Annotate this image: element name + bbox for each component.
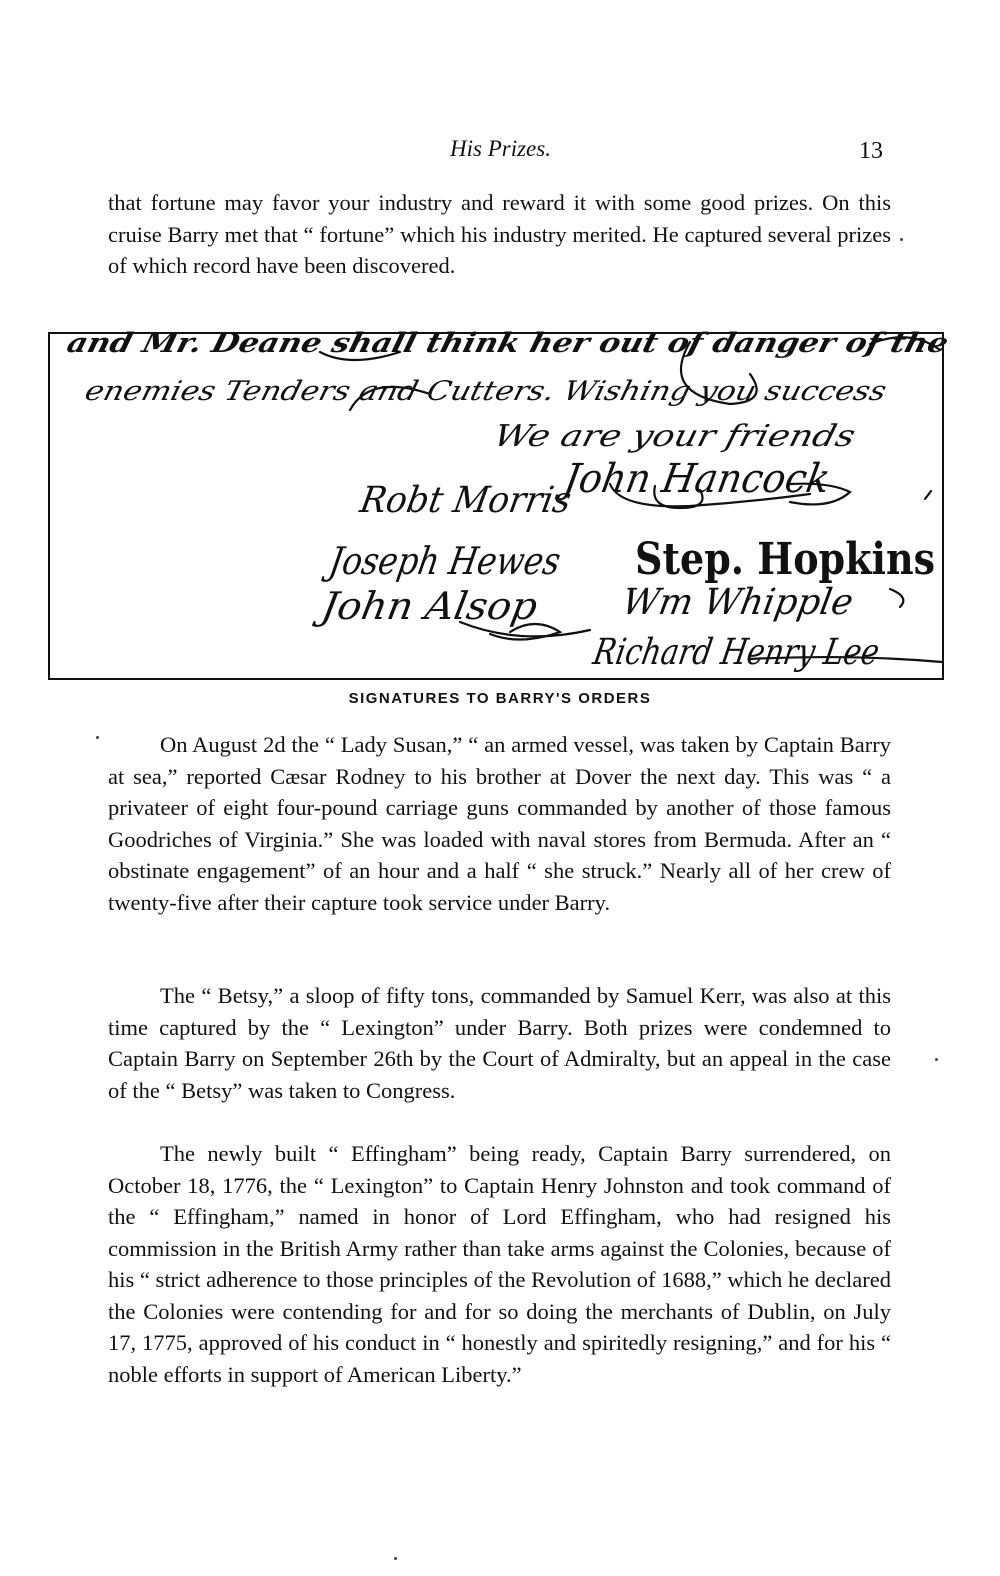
- running-head: [108, 136, 893, 170]
- signature-john-hancock: John Hancock: [560, 455, 851, 502]
- manuscript-line-1: and Mr. Deane shall think her out of danger of the: [63, 327, 837, 359]
- signature-richard-henry-lee: Richard Henry Lee: [590, 630, 945, 673]
- paper-speck: [394, 1557, 397, 1560]
- signature-step-hopkins: Step. Hopkins: [635, 534, 935, 585]
- running-title: His Prizes.: [450, 136, 551, 161]
- handwritten-signatures-image: [50, 327, 945, 678]
- signature-joseph-hewes: Joseph Hewes: [325, 539, 605, 584]
- signature-john-alsop: John Alsop: [317, 584, 532, 629]
- paper-speck: [96, 736, 99, 739]
- signature-wm-whipple: Wm Whipple: [619, 580, 860, 623]
- paragraph-betsy: The “ Betsy,” a sloop of fifty tons, commanded by Samuel Kerr, was also at this time captured by the “ Lexington” under Barry. Both prizes were condemned to Captain Barry on September 26th by the Court of Admiralty, but an appeal in the case of the “ Betsy” was taken to Congress.: [108, 983, 891, 1103]
- paragraph-lady-susan: On August 2d the “ Lady Susan,” “ an armed vessel, was taken by Captain Barry at sea,” reported Cæsar Rodney to his brother at Dover the next day. This was “ a privateer of eight four-pound carriage guns commanded by another of those famous Goodriches of Virginia.” She was loaded with naval stores from Bermuda. After an “ obstinate engagement” of an hour and a half “ she struck.” Nearly all of her crew of twenty-five after their capture took service under Barry.: [108, 732, 891, 915]
- page-number: 13: [859, 138, 883, 164]
- paragraph-continuation: that fortune may favor your industry and reward it with some good prizes. On this cruise Barry met that “ fortune” which his industry merited. He captured several prizes of which record have been discovered.: [108, 190, 891, 278]
- figure-caption: SIGNATURES TO BARRY'S ORDERS: [348, 690, 652, 707]
- manuscript-line-2: enemies Tenders and Cutters. Wishing you success: [81, 376, 790, 407]
- paragraph-effingham: The newly built “ Effingham” being ready, Captain Barry surrendered, on October 18, 1776, the “ Lexington” to Captain Henry Johnston and took command of the “ Effingham,” named in honor of Lord Effingham, who had resigned his commission in the British Army rather than take arms against the Colonies, because of his “ strict adherence to those principles of the Revolution of 1688,” which he declared the Colonies were contending for and for so doing the merchants of Dublin, on July 17, 1775, approved of his conduct in “ honestly and spiritedly resigning,” and for his “ noble efforts in support of American Liberty.”: [108, 1141, 891, 1387]
- signature-robt-morris: Robt Morris: [357, 478, 586, 521]
- signatures-facsimile: [48, 327, 945, 680]
- manuscript-line-3: We are your friends: [490, 419, 799, 454]
- paper-speck: [900, 238, 903, 241]
- paper-speck: [935, 1058, 938, 1061]
